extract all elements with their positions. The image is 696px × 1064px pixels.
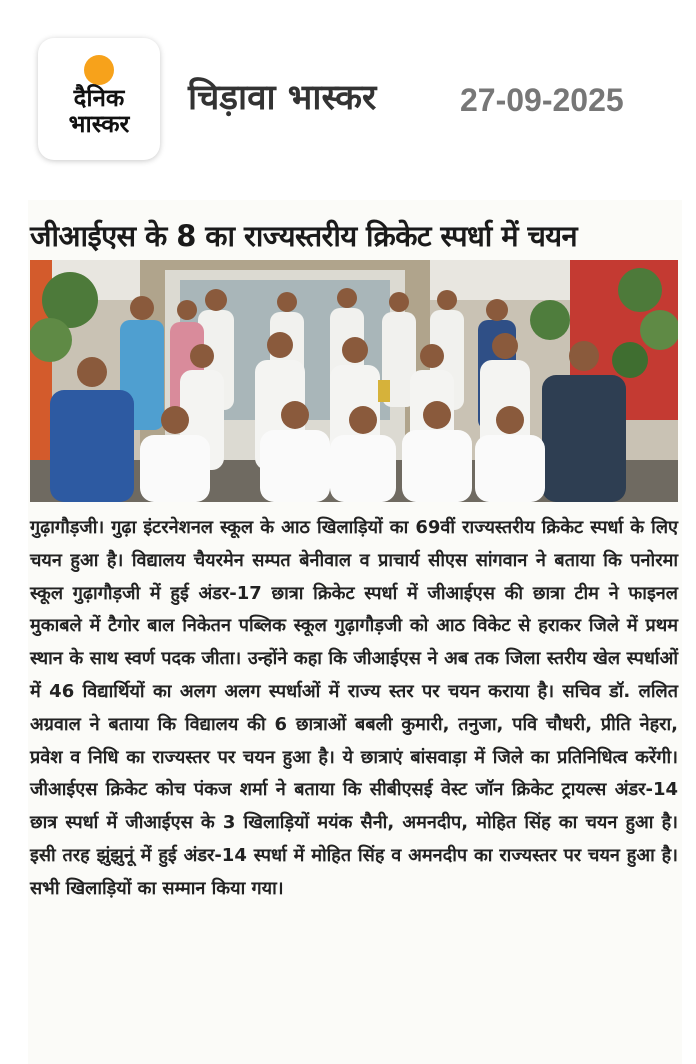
news-clipping (28, 200, 682, 1064)
edition-title: चिड़ावा भास्कर (188, 78, 377, 118)
logo-text-line2: भास्कर (68, 110, 130, 138)
article-dateline: गुढ़ागौड़जी। (30, 517, 105, 538)
logo-text-line1: दैनिक (73, 84, 125, 112)
article-headline: जीआईएस के 8 का राज्यस्तरीय क्रिकेट स्पर्धा में चयन (30, 219, 577, 253)
edition-date: 27-09-2025 (460, 82, 624, 118)
dainik-bhaskar-logo[interactable] (38, 38, 160, 160)
article-body (30, 512, 678, 906)
article-body-text: गुढ़ा इंटरनेशनल स्कूल के आठ खिलाड़ियों का 69वीं राज्यस्तरीय क्रिकेट स्पर्धा के लिए चयन हुआ है। विद्यालय चैयरमेन सम्पत बेनीवाल व प्राचार्य सीएस सांगवान ने बताया कि पनोरमा स्कूल गुढ़ागौड़जी में हुई अंडर-17 छात्रा क्रिकेट स्पर्धा में जीआईएस की छात्रा टीम ने फाइनल मुकाबले में टैगोर बाल निकेतन पब्लिक स्कूल गुढ़ागौड़जी को आठ विकेट से हराकर जिले में प्रथम स्थान के साथ स्वर्ण पदक जीता। उन्होंने कहा कि जीआईएस ने अब तक जिला स्तरीय खेल स्पर्धाओं में 46 विद्यार्थियों का अलग अलग स्पर्धाओं में राज्य स्तर पर चयन कराया है। सचिव डॉ. ललित अग्रवाल ने बताया कि विद्यालय की 6 छात्राओं बबली कुमारी, तनुजा, पवि चौधरी, प्रीति नेहरा, प्रवेश व निधि का राज्यस्तर पर चयन हुआ है। ये छात्राएं बांसवाड़ा में जिले का प्रतिनिधित्व करेंगी। जीआईएस क्रिकेट कोच पंकज शर्मा ने बताया कि सीबीएसई वेस्ट जॉन क्रिकेट ट्रायल्स अंडर-14 छात्र स्पर्धा में जीआईएस के 3 खिलाड़ियों मयंक सैनी, अमनदीप, मोहित सिंह का चयन हुआ है। इसी तरह झुंझुनूं में हुई अंडर-14 स्पर्धा में मोहित सिंह व अमनदीप का राज्यस्तर पर चयन हुआ है। सभी खिलाड़ियों का सम्मान किया गया। (30, 517, 678, 899)
team-photo (30, 260, 678, 502)
sun-icon (84, 55, 114, 85)
app-header (0, 0, 696, 200)
